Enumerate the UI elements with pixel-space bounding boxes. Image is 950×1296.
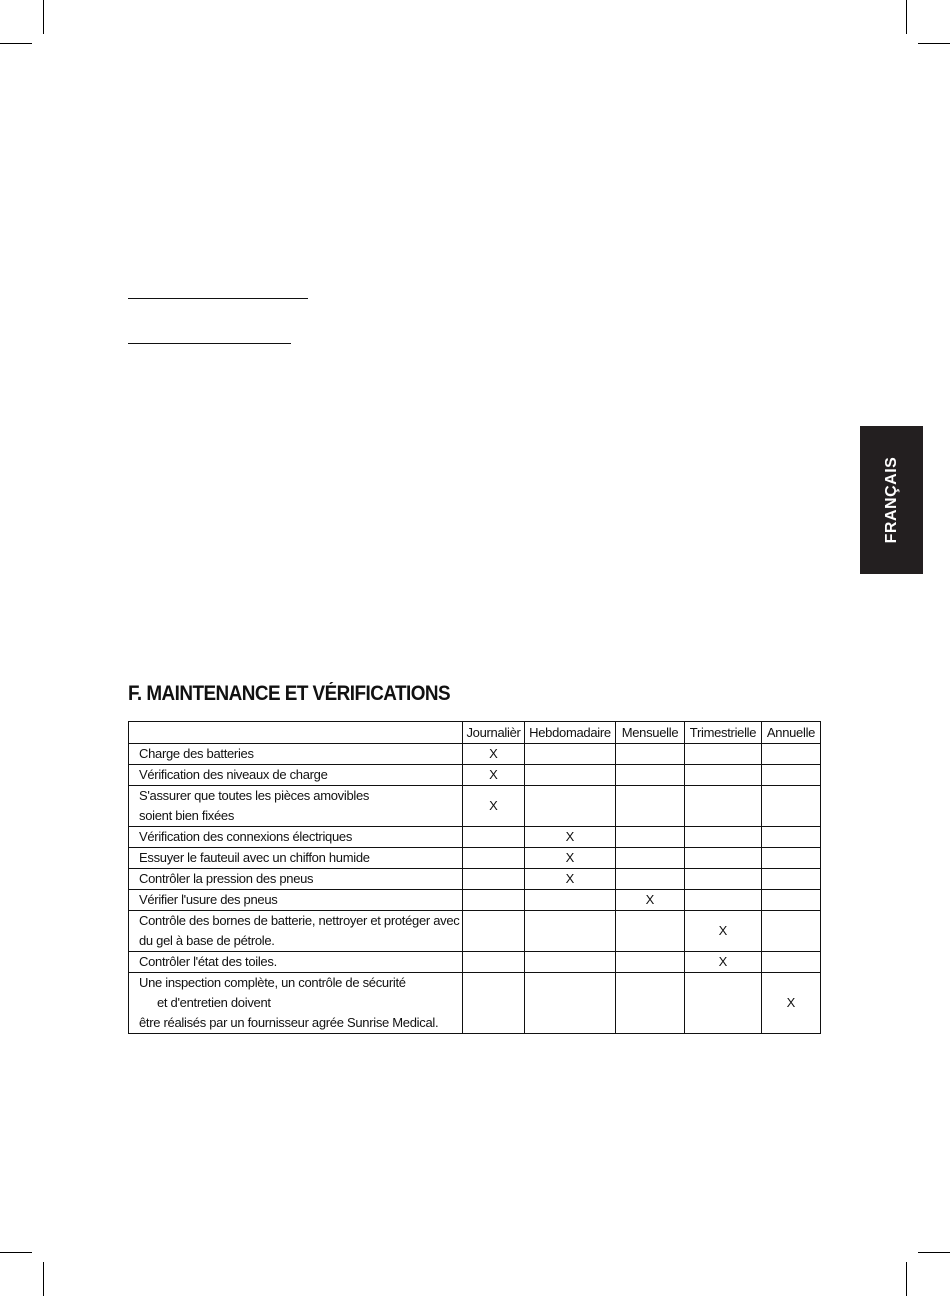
column-header-annual: Annuelle [762, 722, 821, 744]
frequency-cell [762, 827, 821, 848]
frequency-cell [463, 848, 525, 869]
frequency-cell: X [685, 952, 762, 973]
table-row [129, 890, 821, 911]
frequency-cell [762, 952, 821, 973]
table-row [129, 848, 821, 869]
task-text: Vérifier l'usure des pneus [139, 892, 278, 907]
frequency-cell [463, 973, 525, 1034]
frequency-cell [685, 744, 762, 765]
table-header-row [129, 722, 821, 744]
task-cell [129, 786, 463, 827]
frequency-cell [616, 869, 685, 890]
maintenance-table [128, 721, 821, 1034]
frequency-cell [685, 786, 762, 827]
task-text: Charge des batteries [139, 746, 254, 761]
crop-mark [43, 1262, 44, 1296]
task-text: Contrôler la pression des pneus [139, 871, 314, 886]
frequency-cell: X [525, 848, 616, 869]
task-text: soient bien fixées [139, 808, 235, 823]
crop-mark [918, 1252, 950, 1253]
table-row [129, 744, 821, 765]
frequency-cell [762, 869, 821, 890]
frequency-cell [463, 827, 525, 848]
task-cell [129, 890, 463, 911]
frequency-cell [762, 786, 821, 827]
frequency-cell: X [762, 973, 821, 1034]
task-cell [129, 765, 463, 786]
frequency-cell [762, 911, 821, 952]
frequency-cell [616, 786, 685, 827]
frequency-cell [616, 952, 685, 973]
frequency-cell [762, 890, 821, 911]
task-cell [129, 848, 463, 869]
divider-rule [128, 298, 308, 299]
frequency-cell [525, 786, 616, 827]
frequency-cell [525, 911, 616, 952]
frequency-cell [616, 911, 685, 952]
frequency-cell [616, 827, 685, 848]
divider-rule [128, 343, 291, 344]
frequency-cell [762, 848, 821, 869]
frequency-cell [685, 827, 762, 848]
frequency-cell [463, 911, 525, 952]
crop-mark [906, 1262, 907, 1296]
task-text: Vérification des connexions électriques [139, 829, 353, 844]
column-header-daily: Journalièr [463, 722, 525, 744]
section-title: F. MAINTENANCE ET VÉRIFICATIONS [128, 682, 451, 705]
frequency-cell [463, 890, 525, 911]
task-cell [129, 952, 463, 973]
frequency-cell [525, 890, 616, 911]
frequency-cell [616, 765, 685, 786]
crop-mark [0, 1252, 32, 1253]
frequency-cell: X [463, 765, 525, 786]
task-cell [129, 744, 463, 765]
frequency-cell [525, 744, 616, 765]
crop-mark [906, 0, 907, 34]
task-cell [129, 911, 463, 952]
frequency-cell [685, 973, 762, 1034]
frequency-cell [762, 744, 821, 765]
table-row [129, 827, 821, 848]
frequency-cell [762, 765, 821, 786]
task-text: S'assurer que toutes les pièces amovibles [139, 788, 370, 803]
task-text: être réalisés par un fournisseur agrée Sunrise Medical. [139, 1015, 439, 1030]
column-header-monthly: Mensuelle [616, 722, 685, 744]
frequency-cell [685, 848, 762, 869]
frequency-cell [525, 973, 616, 1034]
column-header-weekly: Hebdomadaire [525, 722, 616, 744]
table-row [129, 973, 821, 1034]
frequency-cell [525, 765, 616, 786]
task-text: Contrôler l'état des toiles. [139, 954, 277, 969]
frequency-cell [525, 952, 616, 973]
task-text: et d'entretien doivent [157, 995, 271, 1010]
crop-mark [918, 43, 950, 44]
frequency-cell [463, 952, 525, 973]
crop-mark [0, 43, 32, 44]
table-row [129, 952, 821, 973]
frequency-cell [616, 744, 685, 765]
column-header-task [129, 722, 463, 744]
frequency-cell: X [525, 827, 616, 848]
language-tab-label: FRANÇAIS [882, 456, 900, 544]
frequency-cell: X [616, 890, 685, 911]
table-row [129, 765, 821, 786]
frequency-cell [616, 973, 685, 1034]
frequency-cell [685, 869, 762, 890]
frequency-cell: X [463, 744, 525, 765]
task-text: Vérification des niveaux de charge [139, 767, 328, 782]
frequency-cell [685, 765, 762, 786]
frequency-cell: X [685, 911, 762, 952]
frequency-cell: X [525, 869, 616, 890]
task-text: Une inspection complète, un contrôle de sécurité [139, 975, 406, 990]
task-text: Contrôle des bornes de batterie, nettroyer et protéger avec [139, 913, 460, 928]
frequency-cell [616, 848, 685, 869]
frequency-cell [463, 869, 525, 890]
table-row [129, 869, 821, 890]
task-text: Essuyer le fauteuil avec un chiffon humide [139, 850, 370, 865]
table-row [129, 786, 821, 827]
crop-mark [43, 0, 44, 34]
language-tab [860, 426, 923, 574]
column-header-quarterly: Trimestrielle [685, 722, 762, 744]
frequency-cell [685, 890, 762, 911]
task-cell [129, 973, 463, 1034]
task-text: du gel à base de pétrole. [139, 933, 275, 948]
frequency-cell: X [463, 786, 525, 827]
table-row [129, 911, 821, 952]
task-cell [129, 827, 463, 848]
task-cell [129, 869, 463, 890]
